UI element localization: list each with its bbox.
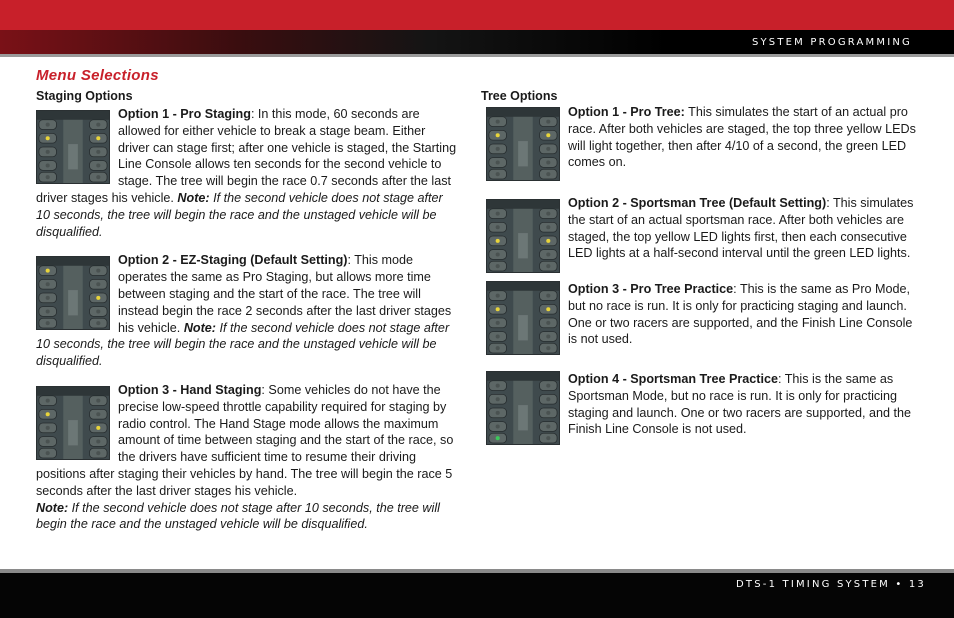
led-lamp	[546, 239, 550, 243]
led-lamp	[496, 264, 500, 268]
led-lamp	[546, 436, 550, 440]
staging-option-3	[36, 382, 460, 533]
led-lamp	[96, 136, 100, 140]
led-lamp	[96, 123, 100, 127]
sportsman-tree-console-image	[486, 199, 560, 273]
led-lamp	[46, 123, 50, 127]
console-slot	[518, 141, 528, 166]
ez-staging-console-image	[36, 256, 110, 330]
led-lamp	[546, 294, 550, 298]
led-lamp	[496, 225, 500, 229]
led-lamp	[496, 147, 500, 151]
staging-option-1	[36, 106, 460, 240]
tree-console-drawing	[487, 108, 559, 180]
note-text: If the second vehicle does not stage after 10 seconds, the tree will begin the race and the unstaged vehicle will be disqualified.	[36, 190, 443, 239]
pro-tree-console-image	[486, 107, 560, 181]
led-lamp	[496, 411, 500, 415]
led-lamp	[96, 310, 100, 314]
led-lamp	[96, 451, 100, 455]
option-label: Option 3 - Pro Tree Practice	[568, 282, 734, 296]
tree-option-1	[486, 104, 916, 183]
led-lamp	[46, 426, 50, 430]
led-lamp	[46, 296, 50, 300]
option-text: : This is the same as Pro Mode, but no race is run. It is only for practicing staging and launch. One or two racers are supported, and the Finish Line Console is not used.	[568, 282, 913, 347]
led-lamp	[46, 321, 50, 325]
led-lamp	[546, 307, 550, 311]
led-lamp	[46, 412, 50, 416]
led-lamp	[96, 269, 100, 273]
console-top-edge	[487, 282, 559, 291]
led-lamp	[496, 160, 500, 164]
console-top-edge	[487, 200, 559, 209]
option-text: This simulates the start of an actual pro race. After both vehicles are staged, the top three yellow LEDs will light together, then after 4/10 of a second, the green LED comes on.	[568, 105, 916, 170]
led-lamp	[46, 150, 50, 154]
led-lamp	[96, 296, 100, 300]
option-text: : In this mode, 60 seconds are allowed for either vehicle to break a stage beam. Either driver can stage first; after one vehicle is staged, the Starting Line Console allows ten seconds for the second vehicle to stage. The tree will begin the race 0.7 seconds after the last driver stages his vehicle.	[36, 107, 457, 205]
led-lamp	[496, 133, 500, 137]
staging-options-heading: Staging Options	[36, 89, 133, 103]
tree-console-drawing	[487, 372, 559, 444]
note-text: If the second vehicle does not stage after 10 seconds, the tree will begin the race and the unstaged vehicle will be disqualified.	[36, 500, 440, 532]
console-slot	[518, 405, 528, 430]
tree-option-2	[486, 195, 916, 275]
sportsman-tree-practice-console-image	[486, 371, 560, 445]
led-lamp	[546, 346, 550, 350]
led-lamp	[46, 175, 50, 179]
tree-console-drawing	[37, 111, 109, 183]
led-lamp	[546, 252, 550, 256]
led-lamp	[96, 150, 100, 154]
led-lamp	[496, 436, 500, 440]
staging-options-column	[36, 106, 460, 533]
option-label: Option 3 - Hand Staging	[118, 382, 262, 397]
led-lamp	[96, 399, 100, 403]
led-lamp	[496, 239, 500, 243]
led-lamp	[496, 212, 500, 216]
tree-console-drawing	[37, 387, 109, 459]
led-lamp	[46, 163, 50, 167]
tree-option-1-text	[568, 104, 916, 171]
led-lamp	[496, 120, 500, 124]
staging-option-2	[36, 252, 460, 370]
led-lamp	[496, 346, 500, 350]
note-text: If the second vehicle does not stage after 10 seconds, the tree will begin the race and the unstaged vehicle will be disqualified.	[36, 320, 450, 369]
tree-option-4	[486, 371, 916, 447]
option-text: : This simulates the start of an actual sportsman race. After both vehicles are staged, the top yellow LED lights first, then each consecutive LED lights at a half-second interval until the green LED lights.	[568, 196, 914, 261]
led-lamp	[496, 294, 500, 298]
led-lamp	[546, 411, 550, 415]
led-lamp	[46, 136, 50, 140]
led-lamp	[546, 212, 550, 216]
option-text: : Some vehicles do not have the precise low-speed throttle capability required for staging by radio control. The Hand Stage mode allows the maximum amount of time between staging and the start of the race, so the drivers have sufficient time to resume their driving positions after staging their vehicles by hand. The tree will begin the race 5 seconds after the last driver stages his vehicle.	[36, 382, 454, 498]
led-lamp	[546, 384, 550, 388]
console-slot	[518, 315, 528, 340]
led-lamp	[96, 163, 100, 167]
led-lamp	[546, 147, 550, 151]
led-lamp	[46, 451, 50, 455]
led-lamp	[96, 283, 100, 287]
tree-option-4-text	[568, 371, 916, 438]
led-lamp	[546, 334, 550, 338]
led-lamp	[46, 439, 50, 443]
staging-console-image	[36, 110, 110, 184]
led-lamp	[496, 307, 500, 311]
footer-title: DTS-1 TIMING SYSTEM • 13	[736, 579, 926, 590]
tree-console-drawing	[487, 200, 559, 272]
console-slot	[518, 233, 528, 258]
option-label: Option 2 - Sportsman Tree (Default Setting)	[568, 196, 827, 210]
tree-console-drawing	[487, 282, 559, 354]
led-lamp	[496, 252, 500, 256]
option-label: Option 4 - Sportsman Tree Practice	[568, 372, 778, 386]
console-top-edge	[487, 372, 559, 381]
led-lamp	[96, 439, 100, 443]
option-label: Option 2 - EZ-Staging (Default Setting)	[118, 253, 348, 268]
led-lamp	[96, 412, 100, 416]
led-lamp	[496, 384, 500, 388]
console-top-edge	[37, 387, 109, 396]
led-lamp	[546, 120, 550, 124]
led-lamp	[46, 399, 50, 403]
led-lamp	[496, 334, 500, 338]
tree-console-drawing	[37, 257, 109, 329]
led-lamp	[96, 426, 100, 430]
option-text: : This mode operates the same as Pro Staging, but allows more time between staging and the start of the race. The tree will instead begin the race 2 seconds after the last driver stages his vehicle.	[118, 253, 452, 335]
option-label: Option 1 - Pro Staging	[118, 107, 251, 121]
option-label: Option 1 - Pro Tree:	[568, 105, 685, 119]
led-lamp	[546, 225, 550, 229]
pro-tree-practice-console-image	[486, 281, 560, 355]
tree-option-2-text	[568, 195, 916, 262]
led-lamp	[96, 321, 100, 325]
note-label: Note:	[36, 500, 69, 515]
led-lamp	[546, 133, 550, 137]
console-top-edge	[37, 257, 109, 266]
console-top-edge	[37, 111, 109, 120]
led-lamp	[46, 269, 50, 273]
led-lamp	[496, 172, 500, 176]
header-title: SYSTEM PROGRAMMING	[751, 37, 912, 48]
led-lamp	[496, 321, 500, 325]
section-title: Menu Selections	[36, 67, 159, 84]
tree-options-heading: Tree Options	[481, 89, 558, 103]
console-slot	[68, 144, 78, 169]
tree-option-3-text	[568, 281, 916, 348]
led-lamp	[546, 160, 550, 164]
led-lamp	[546, 321, 550, 325]
led-lamp	[96, 175, 100, 179]
led-lamp	[546, 397, 550, 401]
led-lamp	[546, 424, 550, 428]
console-top-edge	[487, 108, 559, 117]
led-lamp	[496, 424, 500, 428]
note-label: Note:	[183, 320, 216, 335]
header-red-band	[0, 0, 954, 30]
console-slot	[68, 420, 78, 445]
header-divider	[0, 54, 954, 57]
option-text: : This is the same as Sportsman Mode, but no race is run. It is only for practicing staging and launch. One or two racers are supported, and the Finish Line Console is not used.	[568, 372, 912, 437]
led-lamp	[546, 172, 550, 176]
hand-staging-console-image	[36, 386, 110, 460]
led-lamp	[46, 310, 50, 314]
tree-option-3	[486, 281, 916, 357]
led-lamp	[496, 397, 500, 401]
led-lamp	[46, 283, 50, 287]
led-lamp	[546, 264, 550, 268]
console-slot	[68, 290, 78, 315]
tree-options-column	[486, 104, 916, 447]
note-label: Note:	[177, 190, 210, 205]
